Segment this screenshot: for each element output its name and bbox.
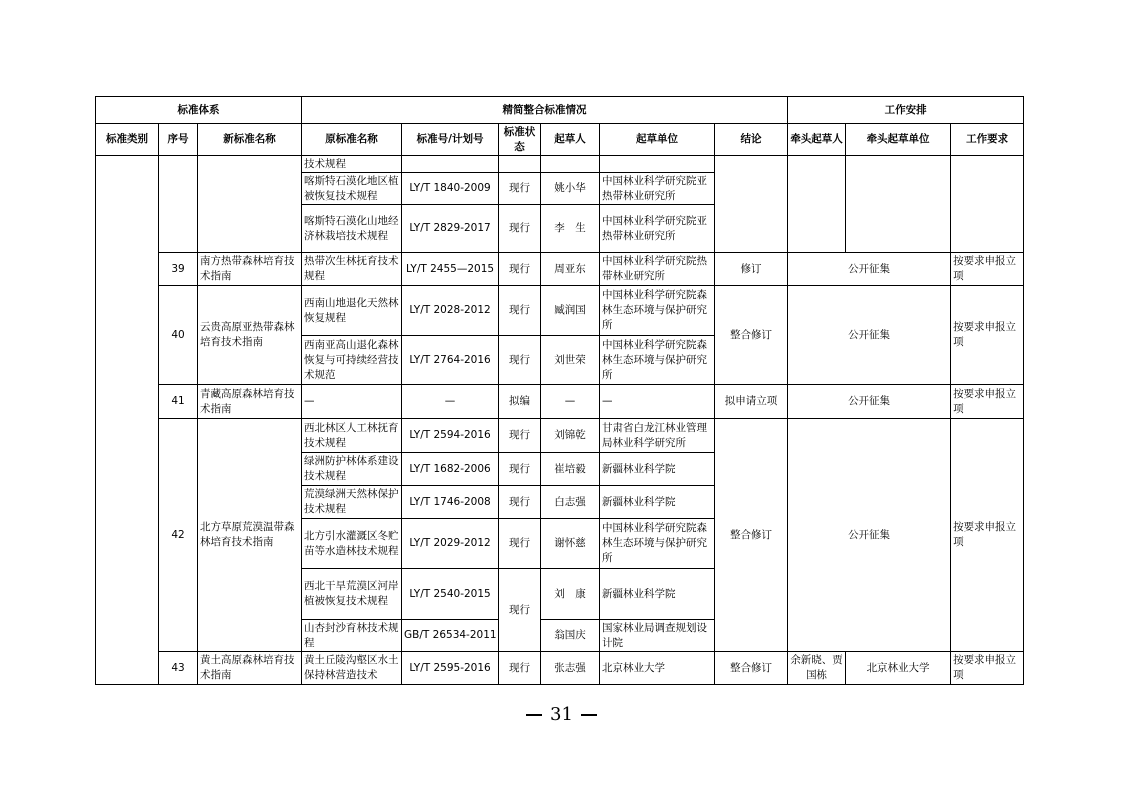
lead-cell: 公开征集	[788, 253, 951, 286]
header-seq: 序号	[159, 124, 198, 156]
seq-cell	[159, 156, 198, 253]
drafter-cell: 周亚东	[541, 253, 600, 286]
unit-cell: 国家林业局调查规划设计院	[600, 620, 715, 652]
orig-name-cell: 荒漠绿洲天然林保护技术规程	[302, 486, 402, 519]
requirement-cell: 按要求申报立项	[951, 286, 1024, 385]
code-cell: —	[402, 385, 499, 419]
page-number	[0, 704, 1123, 725]
header-new-name: 新标准名称	[198, 124, 302, 156]
seq-cell: 43	[159, 652, 198, 685]
drafter-cell: 白志强	[541, 486, 600, 519]
header-category: 标准类别	[96, 124, 159, 156]
orig-name-cell: 西南山地退化天然林恢复规程	[302, 286, 402, 336]
header-code: 标准号/计划号	[402, 124, 499, 156]
new-name-cell: 黄土高原森林培育技术指南	[198, 652, 302, 685]
code-cell: LY/T 1840-2009	[402, 173, 499, 205]
new-name-cell	[198, 156, 302, 253]
state-cell: 现行	[499, 569, 541, 652]
drafter-cell: 谢怀慈	[541, 519, 600, 569]
drafter-cell: 李 生	[541, 205, 600, 253]
orig-name-cell: 技术规程	[302, 156, 402, 173]
requirement-cell: 按要求申报立项	[951, 652, 1024, 685]
unit-cell: 新疆林业科学院	[600, 453, 715, 486]
code-cell: LY/T 1682-2006	[402, 453, 499, 486]
unit-cell: —	[600, 385, 715, 419]
lead-unit-cell: 北京林业大学	[846, 652, 951, 685]
page-number-text: 31	[550, 704, 573, 725]
unit-cell: 中国林业科学研究院亚热带林业研究所	[600, 205, 715, 253]
drafter-cell: —	[541, 385, 600, 419]
state-cell: 现行	[499, 453, 541, 486]
header-drafter: 起草人	[541, 124, 600, 156]
state-cell: 现行	[499, 205, 541, 253]
header-unit: 起草单位	[600, 124, 715, 156]
code-cell: LY/T 2764-2016	[402, 336, 499, 385]
orig-name-cell: 西南亚高山退化森林恢复与可持续经营技术规范	[302, 336, 402, 385]
seq-cell: 42	[159, 419, 198, 652]
conclusion-cell: 修订	[715, 253, 788, 286]
state-cell: 现行	[499, 286, 541, 336]
unit-cell: 中国林业科学研究院森林生态环境与保护研究所	[600, 519, 715, 569]
code-cell: LY/T 2029-2012	[402, 519, 499, 569]
standards-table	[95, 96, 1024, 685]
table-row	[96, 253, 1024, 286]
orig-name-cell: —	[302, 385, 402, 419]
conclusion-cell: 整合修订	[715, 652, 788, 685]
state-cell: 拟编	[499, 385, 541, 419]
drafter-cell	[541, 156, 600, 173]
new-name-cell: 青藏高原森林培育技术指南	[198, 385, 302, 419]
table-row	[96, 156, 1024, 173]
drafter-cell: 刘锦乾	[541, 419, 600, 453]
header-column-row	[96, 124, 1024, 156]
lead-unit-cell	[846, 156, 951, 253]
requirement-cell: 按要求申报立项	[951, 419, 1024, 652]
drafter-cell: 刘 康	[541, 569, 600, 620]
state-cell	[499, 156, 541, 173]
lead-cell: 公开征集	[788, 419, 951, 652]
requirement-cell	[951, 156, 1024, 253]
drafter-cell: 刘世荣	[541, 336, 600, 385]
new-name-cell: 南方热带森林培育技术指南	[198, 253, 302, 286]
lead-cell: 公开征集	[788, 385, 951, 419]
conclusion-cell: 整合修订	[715, 419, 788, 652]
dash-left	[526, 714, 542, 716]
state-cell: 现行	[499, 419, 541, 453]
state-cell: 现行	[499, 519, 541, 569]
unit-cell: 甘肃省白龙江林业管理局林业科学研究所	[600, 419, 715, 453]
code-cell: GB/T 26534-2011	[402, 620, 499, 652]
code-cell: LY/T 1746-2008	[402, 486, 499, 519]
code-cell	[402, 156, 499, 173]
drafter-cell: 翁国庆	[541, 620, 600, 652]
unit-cell: 北京林业大学	[600, 652, 715, 685]
drafter-cell: 臧润国	[541, 286, 600, 336]
unit-cell	[600, 156, 715, 173]
code-cell: LY/T 2829-2017	[402, 205, 499, 253]
conclusion-cell: 整合修订	[715, 286, 788, 385]
seq-cell: 41	[159, 385, 198, 419]
table-row	[96, 385, 1024, 419]
orig-name-cell: 喀斯特石漠化地区植被恢复技术规程	[302, 173, 402, 205]
drafter-cell: 崔培毅	[541, 453, 600, 486]
orig-name-cell: 山杏封沙育林技术规程	[302, 620, 402, 652]
new-name-cell: 云贵高原亚热带森林培育技术指南	[198, 286, 302, 385]
header-state: 标准状态	[499, 124, 541, 156]
orig-name-cell: 黄土丘陵沟壑区水土保持林营造技术	[302, 652, 402, 685]
header-conclusion: 结论	[715, 124, 788, 156]
new-name-cell: 北方草原荒漠温带森林培育技术指南	[198, 419, 302, 652]
header-orig-name: 原标准名称	[302, 124, 402, 156]
header-group-row	[96, 97, 1024, 124]
unit-cell: 新疆林业科学院	[600, 569, 715, 620]
drafter-cell: 张志强	[541, 652, 600, 685]
code-cell: LY/T 2540-2015	[402, 569, 499, 620]
table-row	[96, 652, 1024, 685]
orig-name-cell: 热带次生林抚育技术规程	[302, 253, 402, 286]
lead-cell: 公开征集	[788, 286, 951, 385]
header-lead: 牵头起草人	[788, 124, 846, 156]
code-cell: LY/T 2595-2016	[402, 652, 499, 685]
code-cell: LY/T 2028-2012	[402, 286, 499, 336]
table-row	[96, 419, 1024, 453]
state-cell: 现行	[499, 336, 541, 385]
orig-name-cell: 绿洲防护林体系建设技术规程	[302, 453, 402, 486]
conclusion-cell: 拟申请立项	[715, 385, 788, 419]
conclusion-cell	[715, 156, 788, 253]
unit-cell: 中国林业科学研究院亚热带林业研究所	[600, 173, 715, 205]
code-cell: LY/T 2455—2015	[402, 253, 499, 286]
unit-cell: 中国林业科学研究院森林生态环境与保护研究所	[600, 336, 715, 385]
header-lead-unit: 牵头起草单位	[846, 124, 951, 156]
unit-cell: 中国林业科学研究院森林生态环境与保护研究所	[600, 286, 715, 336]
unit-cell: 中国林业科学研究院热带林业研究所	[600, 253, 715, 286]
unit-cell: 新疆林业科学院	[600, 486, 715, 519]
header-requirement: 工作要求	[951, 124, 1024, 156]
orig-name-cell: 北方引水灌溉区冬贮苗等水造林技术规程	[302, 519, 402, 569]
state-cell: 现行	[499, 253, 541, 286]
state-cell: 现行	[499, 652, 541, 685]
seq-cell: 40	[159, 286, 198, 385]
orig-name-cell: 西北林区人工林抚育技术规程	[302, 419, 402, 453]
lead-cell	[788, 156, 846, 253]
seq-cell: 39	[159, 253, 198, 286]
state-cell: 现行	[499, 486, 541, 519]
code-cell: LY/T 2594-2016	[402, 419, 499, 453]
header-group-work: 工作安排	[788, 97, 1024, 124]
header-group-system: 标准体系	[96, 97, 302, 124]
orig-name-cell: 喀斯特石漠化山地经济林栽培技术规程	[302, 205, 402, 253]
category-cell	[96, 156, 159, 685]
requirement-cell: 按要求申报立项	[951, 385, 1024, 419]
lead-cell: 余新晓、贾国栋	[788, 652, 846, 685]
requirement-cell: 按要求申报立项	[951, 253, 1024, 286]
state-cell: 现行	[499, 173, 541, 205]
drafter-cell: 姚小华	[541, 173, 600, 205]
dash-right	[581, 714, 597, 716]
header-group-status: 精简整合标准情况	[302, 97, 788, 124]
orig-name-cell: 西北干旱荒漠区河岸植被恢复技术规程	[302, 569, 402, 620]
table-row	[96, 286, 1024, 336]
